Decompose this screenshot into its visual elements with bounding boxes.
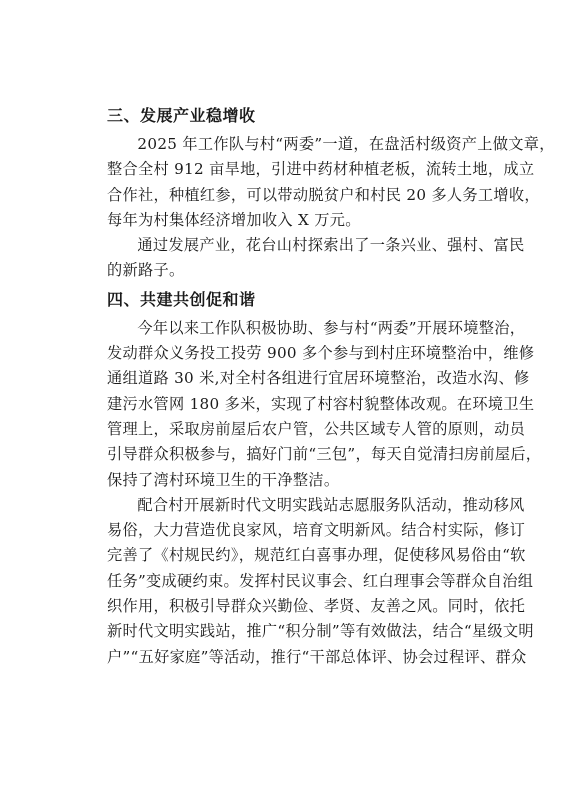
text-line: 发动群众义务投工投劳 900 多个参与到村庄环境整治中，维修 [107, 344, 535, 363]
text-line: 易俗，大力营造优良家风，培育文明新风。结合村实际，修订 [107, 521, 526, 540]
text-line: 今年以来工作队积极协助、参与村“两委”开展环境整治， [137, 318, 526, 337]
text-line: 2025 年工作队与村“两委”一道，在盘活村级资产上做文章， [137, 135, 555, 153]
section-heading: 三、发展产业稳增收 [107, 106, 256, 125]
text-line: 管理上，采取房前屋后农户管，公共区域专人管的原则，动员 [107, 419, 526, 438]
text-line: 完善了《村规民约》，规范红白喜事办理，促使移风易俗由“软 [107, 546, 526, 565]
text-line: 保持了湾村环境卫生的干净整洁。 [107, 470, 340, 489]
text-line: 的新路子。 [107, 261, 185, 280]
text-line: 配合村开展新时代文明实践站志愿服务队活动，推动移风 [137, 495, 525, 514]
text-line: 织作用，积极引导群众兴勤俭、孝贤、友善之风。同时，依托 [107, 597, 526, 616]
section-heading: 四、共建共创促和谐 [107, 289, 256, 309]
paragraph [107, 316, 542, 493]
document-body [107, 100, 555, 670]
text-line: 任务”变成硬约束。发挥村民议事会、红白理事会等群众自治组 [107, 571, 534, 590]
text-line: 户”“五好家庭”等活动，推行“干部总体评、协会过程评、群众 [107, 647, 527, 666]
text-line: 每年为村集体经济增加收入 X 万元。 [107, 210, 361, 229]
text-line: 合作社，种植红参，可以带动脱贫户和村民 20 多人务工增收， [107, 185, 540, 204]
text-line: 建污水管网 180 多米，实现了村容村貌整体改观。在环境卫生 [107, 394, 535, 413]
text-line: 新时代文明实践站，推广“积分制”等有效做法，结合“星级文明 [107, 622, 534, 641]
paragraph [107, 132, 555, 233]
text-line: 通过发展产业，花台山村探索出了一条兴业、强村、富民 [137, 236, 525, 255]
text-line: 整合全村 912 亩旱地，引进中药材种植老板，流转土地，成立 [107, 160, 535, 179]
paragraph [107, 233, 525, 284]
text-line: 通组道路 30 米,对全村各组进行宜居环境整治，改造水沟、修 [107, 369, 530, 388]
paragraph [107, 493, 534, 670]
text-line: 引导群众积极参与，搞好门前“三包”，每天自觉清扫房前屋后， [107, 445, 542, 464]
